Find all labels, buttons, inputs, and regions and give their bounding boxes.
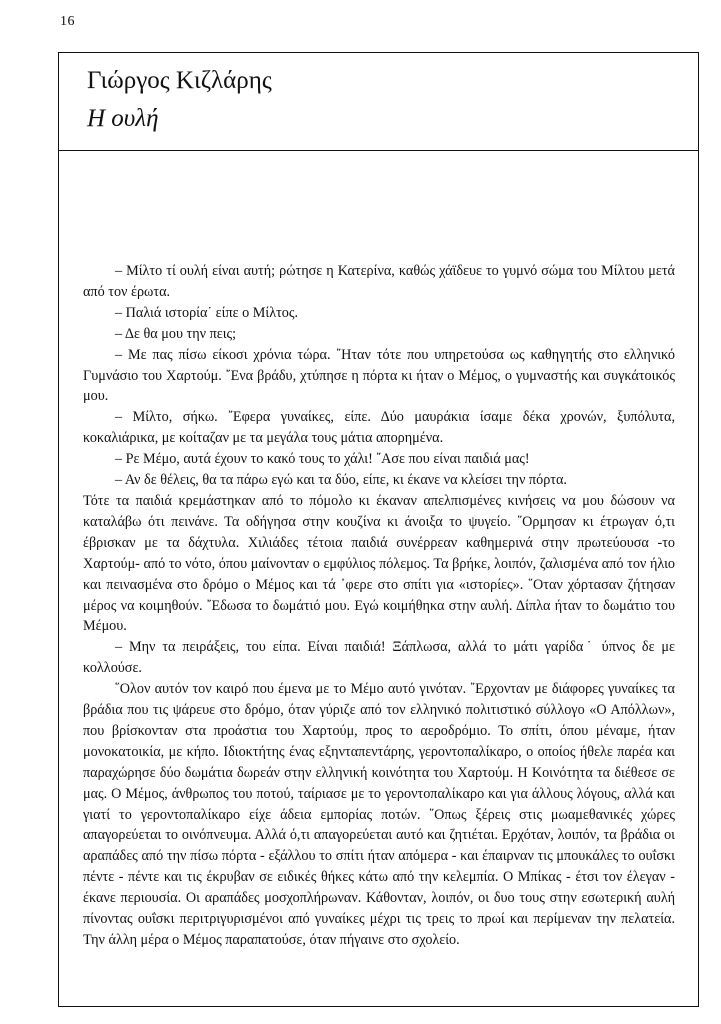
article-header (59, 53, 698, 151)
paragraph: ῞Ολον αυτόν τον καιρό που έμενα με το Μέμο αυτό γινόταν. ῎Ερχονταν με διάφορες γυναίκες τα βράδια που τις ψάρευε στο δρόμο, όταν γύριζε από τον ελληνικό πολιτιστικό σύλλογο «Ο Απόλλων», που βρίσκονταν στα προάστια του Χαρτούμ, προς το αεροδρόμιο. Το σπίτι, όπου μέναμε, ήταν μονοκατοικία, με κήπο. Ιδιοκτήτης ένας εξηνταπεντάρης, γεροντοπαλίκαρο, ο οποίος ήθελε παρέα και παραχώρησε δύο δωμάτια δωρεάν στην ελληνική κοινότητα του Χαρτούμ. Η Κοινότητα τα διέθεσε σε μας. Ο Μέμος, άνθρωπος του ποτού, ταίριασε με το γεροντοπαλίκαρο και για άλλους λόγους, αλλά και γιατί το γεροντοπαλίκαρο είχε άδεια εμπορίας ποτών. ῞Οπως ξέρεις στις μωαμεθανικές χώρες απαγορεύεται το οινόπνευμα. Αλλά ό,τι απαγορεύεται αυτό και ζητιέται. Ερχόταν, λοιπόν, τα βράδια οι αραπάδες από την πίσω πόρτα - εξάλλου το σπίτι ήταν απόμερα - και έπαιρναν τις μπουκάλες το ουΐσκι πέντε - πέντε και τις έκρυβαν σε ειδικές θήκες κάτω από την κελεμπία. Ο Μπίκας - έτσι τον έλεγαν - έκανε περιουσία. Οι αραπάδες μοσχοπλήρωναν. Κάθονταν, λοιπόν, οι δυο τους στην εσωτερική αυλή πίνοντας ουΐσκι περιτριγυρισμένοι από γυναίκες μέχρι τις τρεις το πρωί και περίμεναν την πελατεία. Την άλλη μέρα ο Μέμος παραπατούσε, όταν πήγαινε στο σχολείο. (83, 681, 675, 948)
page-number: 16 (60, 14, 75, 29)
paragraph: – Μίλτο, σήκω. ῎Εφερα γυναίκες, είπε. Δύο μαυράκια ίσαμε δέκα χρονών, ξυπόλυτα, κοκαλιάρικα, με κοίταζαν με τα μεγάλα τους μάτια απορημένα. (83, 409, 675, 447)
paragraph: – Ρε Μέμο, αυτά έχουν το κακό τους το χάλι! ῎Ασε που είναι παιδιά μας! (115, 451, 530, 468)
paragraph: – Μίλτο τί ουλή είναι αυτή; ρώτησε η Κατερίνα, καθώς χάϊδευε το γυμνό σώμα του Μίλτου μετά από τον έρωτα. (83, 263, 675, 300)
article-frame (58, 52, 699, 1007)
paragraph: Τότε τα παιδιά κρεμάστηκαν από το πόμολο κι έκαναν απελπισμένες κινήσεις να μου δώσουν να καταλάβω ότι πεινάνε. Τα οδήγησα στην κουζίνα κι άνοιξα το ψυγείο. ῞Ορμησαν κι έτρωγαν ό,τι έβρισκαν με τα δάχτυλα. Χιλιάδες τέτοια παιδιά συνέρρεαν καθημερινά στην πρωτεύουσα -το Χαρτούμ- από το νότο, όπου μαίνονταν ο εμφύλιος πόλεμος. Τα βρήκε, λοιπόν, ζαλισμένα από τον ήλιο και πεινασμένα στο δρόμο ο Μέμος και τά ῾φερε στο σπίτι για «ιστορίες». ῞Οταν χόρτασαν ζήτησαν μέρος να κοιμηθούν. ῎Εδωσα το δωμάτιό μου. Εγώ κοιμήθηκα στην αυλή. Δίπλα ήταν το δωμάτιο του Μέμου. (83, 492, 675, 635)
author-name: Γιώργος Κιζλάρης (87, 67, 272, 94)
article-title: Η ουλή (87, 105, 159, 132)
paragraph: – Με πας πίσω είκοσι χρόνια τώρα. ῎Ηταν τότε που υπηρετούσα ως καθηγητής στο ελληνικό Γυμνάσιο του Χαρτούμ. ῎Ενα βράδυ, χτύπησε η πόρτα κι ήταν ο Μέμος, ο γυμναστής και συγκάτοικός μου. (83, 346, 675, 405)
paragraph: – Μην τα πειράξεις, του είπα. Είναι παιδιά! Ξάπλωσα, αλλά το μάτι γαρίδα˙ ύπνος δε με κολλούσε. (83, 639, 675, 677)
paragraph: – Αν δε θέλεις, θα τα πάρω εγώ και τα δύο, είπε, κι έκανε να κλείσει την πόρτα. (115, 472, 567, 489)
article-body (83, 261, 675, 951)
paragraph: – Παλιά ιστορία˙ είπε ο Μίλτος. (115, 304, 299, 321)
paragraph: – Δε θα μου την πεις; (115, 325, 237, 342)
